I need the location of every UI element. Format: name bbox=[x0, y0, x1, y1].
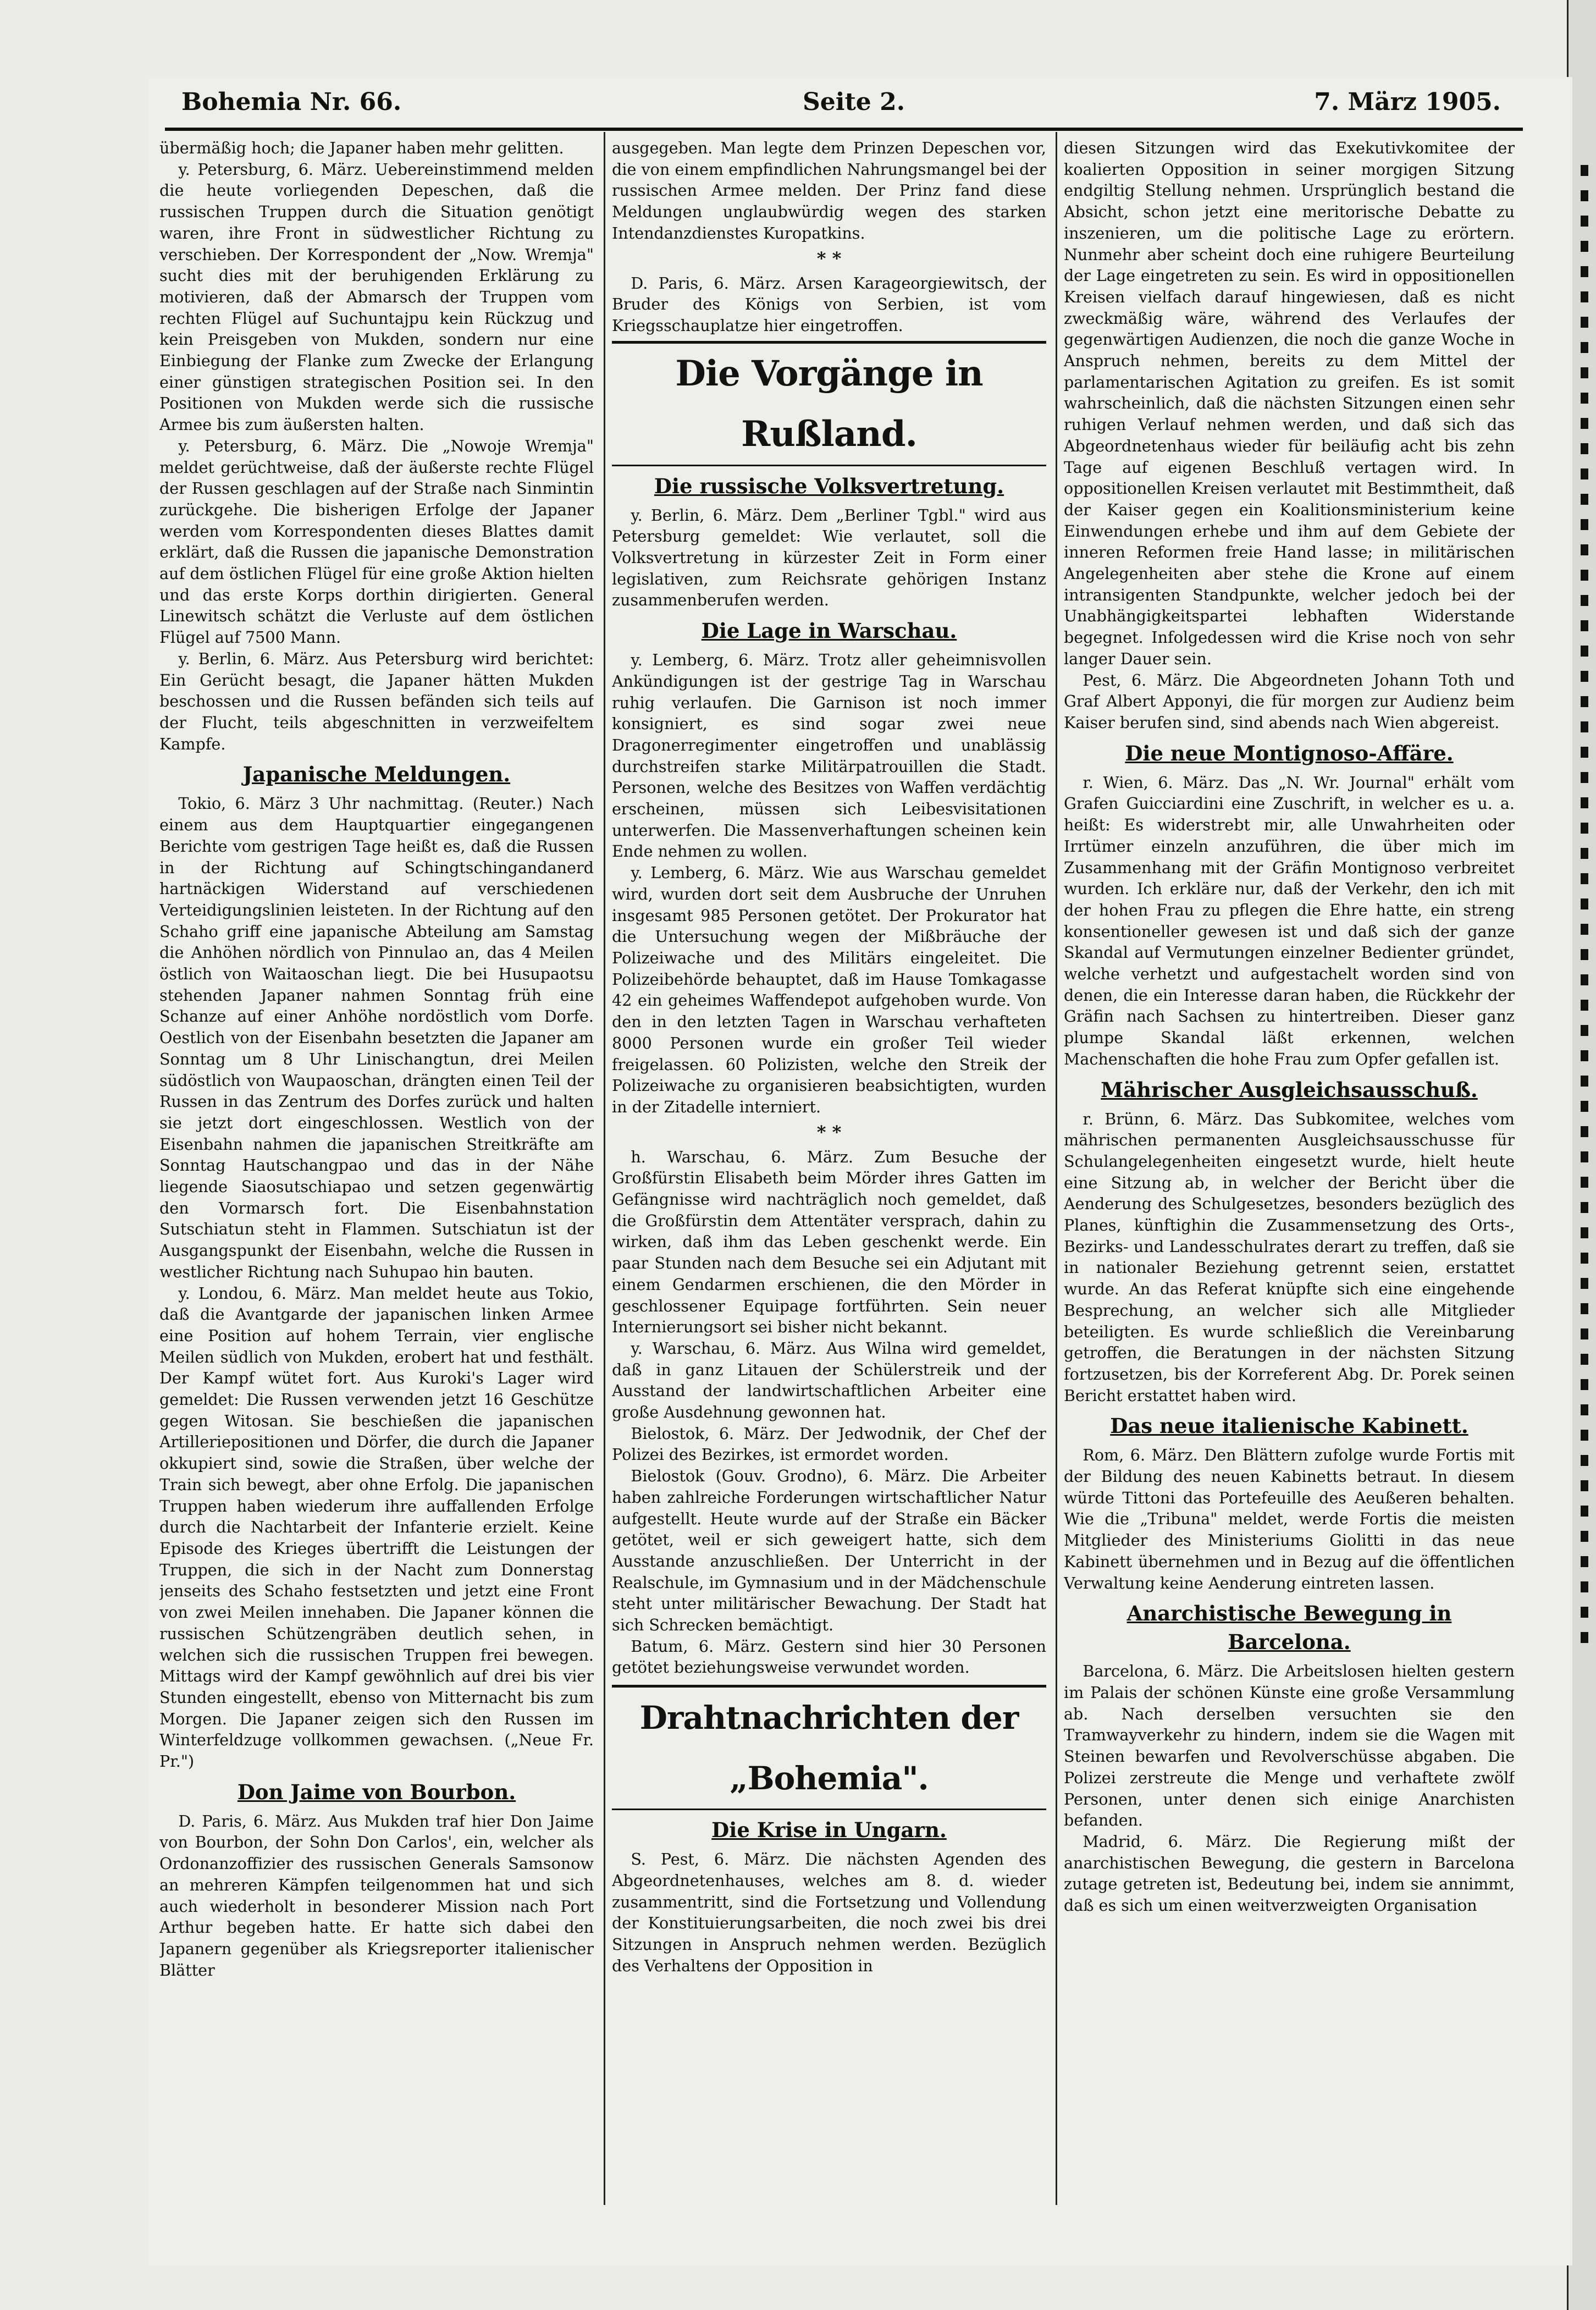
column-2 bbox=[612, 137, 1046, 2227]
article-paragraph: Bielostok (Gouv. Grodno), 6. März. Die Arbeiter haben zahlreiche Forderungen wirtschaftlicher Natur aufgestellt. Heute wurde auf der Straße ein Bäcker getötet, weil er sich geweigert hatte, sich dem Ausstande anzuschließen. Der Unterricht in der Realschule, im Gymnasium und in der Mädchenschule steht unter militärischer Bewachung. Der Stadt hat sich Schrecken bemächtigt. bbox=[612, 1467, 1046, 1635]
article-paragraph: Barcelona, 6. März. Die Arbeitslosen hielten gestern im Palais der schönen Künste eine große Versammlung ab. Nach derselben versuchten sie den Tramwayverkehr zu hindern, indem sie die Wagen mit Steinen bewarfen und Revolverschüsse abgaben. Die Polizei zerstreute die Menge und verhaftete zwölf Personen, unter denen sich einige Anarchisten befanden. bbox=[1064, 1662, 1515, 1830]
section-heading: Das neue italienische Kabinett. bbox=[1110, 1414, 1468, 1438]
article-paragraph: y. Berlin, 6. März. Aus Petersburg wird berichtet: Ein Gerücht besagt, die Japaner hätten Mukden beschossen und die Russen befänden sich teils auf der Flucht, teils abgeschnitten in verzweifeltem Kampfe. bbox=[159, 649, 594, 753]
section-heading: Japanische Meldungen. bbox=[242, 762, 511, 787]
article-paragraph: Batum, 6. März. Gestern sind hier 30 Personen getötet beziehungsweise verwundet worden. bbox=[612, 1636, 1046, 1677]
article-paragraph: ausgegeben. Man legte dem Prinzen Depeschen vor, die von einem empfindlichen Nahrungsmangel bei der russischen Armee melden. Der Prinz fand diese Meldungen unglaubwürdig wegen des starken Intendanzdienstes Kuropatkins. bbox=[612, 139, 1046, 242]
section-heading: Die neue Montignoso-Affäre. bbox=[1125, 741, 1454, 765]
section-heading: Die Krise in Ungarn. bbox=[711, 1818, 947, 1843]
article-paragraph: r. Wien, 6. März. Das „N. Wr. Journal" erhält vom Grafen Guicciardini eine Zuschrift, in welcher es u. a. heißt: Es widerstrebt mir, alle Unwahrheiten oder Irrtümer einzeln anzuführen, die über mich im Zusammenhang mit der Gräfin Montignoso verbreitet wurden. Ich erkläre nur, daß der Verkehr, den ich mit der hohen Frau zu pflegen die Ehre hatte, ein streng konsentioneller gewesen ist und daß sich der ganze Skandal auf Vermutungen einzelner Bedienter gründet, welche verhetzt und aufgestachelt worden sind von denen, die ein Interesse daran haben, die Rückkehr der Gräfin nach Sachsen zu hintertreiben. Dieser ganz plumpe Skandal läßt erkennen, welchen Machenschaften die hohe Frau zum Opfer gefallen ist. bbox=[1064, 773, 1515, 1068]
article-paragraph: y. Lemberg, 6. März. Trotz aller geheimnisvollen Ankündigungen ist der gestrige Tag in Warschau ruhig verlaufen. Die Garnison ist noch immer konsigniert, es sind sogar zwei neue Dragonerregimenter eingetroffen und unablässig durchstreifen starke Militärpatrouillen die Stadt. Personen, welche des Besitzes von Waffen verdächtig erscheinen, müssen sich Leibesvisitationen unterwerfen. Die Massenverhaftungen scheinen kein Ende nehmen zu wollen. bbox=[612, 650, 1046, 861]
newspaper-page bbox=[148, 77, 1572, 2265]
article-paragraph: Bielostok, 6. März. Der Jedwodnik, der Chef der Polizei des Bezirkes, ist ermordet worden. bbox=[612, 1424, 1046, 1464]
article-paragraph: Tokio, 6. März 3 Uhr nachmittag. (Reuter.) Nach einem aus dem Hauptquartier eingegangenen Berichte vom gestrigen Tage heißt es, daß die Russen in der Richtung auf Schingtschingandanerd hartnäckigen Widerstand auf verschiedenen Verteidigungslinien leisteten. In der Richtung auf den Schaho griff eine japanische Abteilung am Samstag die Anhöhen nördlich von Pinnulao an, das 4 Meilen östlich von Waitaoschan liegt. Die bei Husupaotsu stehenden Japaner nahmen Sonntag früh eine Schanze auf einer Anhöhe nordöstlich vom Dorfe. Oestlich von der Eisenbahn besetzten die Japaner am Sonntag um 8 Uhr Linischangtun, drei Meilen südöstlich von Waupaoschan, drängten einen Teil der Russen in das Zentrum des Dorfes zurück und halten sie jetzt dort eingeschlossen. Westlich von der Eisenbahn nahmen die japanischen Streitkräfte am Sonntag Hautschangpao und das in der Nähe liegende Siaosutschiapao und setzen gegenwärtig den Vormarsch fort. Die Eisenbahnstation Sutschiatun steht in Flammen. Sutschiatun ist der Ausgangspunkt der Eisenbahn, welche die Russen in westlicher Richtung nach Suhupao hin bauten. bbox=[159, 794, 594, 1281]
section-heading: Don Jaime von Bourbon. bbox=[237, 1779, 516, 1804]
header-page-number: Seite 2. bbox=[803, 88, 905, 116]
separator-asterisks: * * bbox=[816, 1121, 842, 1143]
article-paragraph: r. Brünn, 6. März. Das Subkomitee, welches vom mährischen permanenten Ausgleichsausschusse für Schulangelegenheiten eingesetzt wurde, hielt heute eine Sitzung ab, in welcher der Bericht über die Aenderung des Schulgesetzes, besonders bezüglich des Planes, künftighin die Zusammensetzung des Orts-, Bezirks- und Landesschulrates derart zu treffen, daß sie in nationaler Beziehung getrennt seien, erstattet wurde. An das Referat knüpfte sich eine eingehende Besprechung, an welcher sich alle Mitglieder beteiligten. Es wurde schließlich die Vereinbarung getroffen, die Beratungen in der nächsten Sitzung fortzusetzen, bis der Korreferent Abg. Dr. Porek seinen Bericht erstattet haben wird. bbox=[1064, 1109, 1515, 1405]
article-paragraph: diesen Sitzungen wird das Exekutivkomitee der koalierten Opposition in seiner morgigen Sitzung endgiltig Stellung nehmen. Ursprünglich bestand die Absicht, schon jetzt eine meritorische Debatte zu inszenieren, um die politische Lage zu erörtern. Nunmehr aber scheint doch eine ruhigere Beurteilung der Lage eingetreten zu sein. Es wird in oppositionellen Kreisen vielfach darauf hingewiesen, daß es nicht zweckmäßig wäre, während des Verlaufes der gegenwärtigen Audienzen, die noch die ganze Woche in Anspruch nehmen, bereits zu dem Mittel der parlamentarischen Agitation zu greifen. Es ist somit wahrscheinlich, daß die nächsten Sitzungen einen sehr ruhigen Verlauf nehmen werden, und daß sich das Abgeordnetenhaus wieder für beiläufig acht bis zehn Tage auf eigenen Beschluß vertagen wird. In oppositionellen Kreisen verlautet mit Bestimmtheit, daß der Kaiser gegen ein Koalitionsministerium keine Einwendungen erhebe und ihm auf dem Gebiete der inneren Reformen freie Hand lasse; in militärischen Angelegenheiten aber stehe die Krone auf einem intransigenten Standpunkte, welcher jedoch bei der Unabhängigkeitspartei lebhaften Widerstande begegnet. Infolgedessen wird die Krise noch von sehr langer Dauer sein. bbox=[1064, 139, 1515, 668]
separator-asterisks: * * bbox=[816, 247, 842, 269]
article-paragraph: Madrid, 6. März. Die Regierung mißt der anarchistischen Bewegung, die gestern in Barcelona zutage getreten ist, Bedeutung bei, indem sie annimmt, daß es sich um einen weitverzweigten Organisation bbox=[1064, 1832, 1515, 1915]
article-paragraph: y. Lemberg, 6. März. Wie aus Warschau gemeldet wird, wurden dort seit dem Ausbruche der Unruhen insgesamt 985 Personen getötet. Der Prokurator hat die Untersuchung wegen der Mißbräuche der Polizeiwache und des Militärs eingeleitet. Die Polizeibehörde behauptet, daß im Hause Tomkagasse 42 ein geheimes Waffendepot aufgehoben wurde. Von den in den letzten Tagen in Warschau verhafteten 8000 Personen wurde ein großer Teil wieder freigelassen. 60 Polizisten, welche den Streik der Polizeiwache zu organisieren beabsichtigten, wurden in der Zitadelle interniert. bbox=[612, 863, 1046, 1116]
article-paragraph: D. Paris, 6. März. Aus Mukden traf hier Don Jaime von Bourbon, der Sohn Don Carlos', ein, welcher als Ordonanzoffizier des russischen Generals Samsonow an mehreren Kämpfen teilgenommen hat und sich auch wiederholt in besonderer Mission nach Port Arthur begeben hatte. Er hatte sich dabei den Japanern gegenüber als Kriegsreporter italienischer Blätter bbox=[159, 1811, 594, 1980]
article-paragraph: D. Paris, 6. März. Arsen Karageorgiewitsch, der Bruder des Königs von Serbien, ist vom Kriegsschauplatze hier eingetroffen. bbox=[612, 273, 1046, 335]
section-heading: Die russische Volksvertretung. bbox=[654, 473, 1004, 498]
section-heading: Mährischer Ausgleichsausschuß. bbox=[1101, 1077, 1478, 1102]
column-1 bbox=[159, 137, 594, 2227]
article-paragraph: S. Pest, 6. März. Die nächsten Agenden des Abgeordnetenhauses, welches am 8. d. wieder zusammentritt, sind die Fortsetzung und Vollendung der Konstituierungsarbeiten, die noch zwei bis drei Sitzungen in Anspruch nehmen werden. Bezüglich des Verhaltens der Opposition in bbox=[612, 1850, 1046, 1975]
major-heading: Drahtnachrichten der „Bohemia". bbox=[612, 1685, 1046, 1810]
article-paragraph: y. Petersburg, 6. März. Uebereinstimmend melden die heute vorliegenden Depeschen, daß die russischen Truppen durch die Situation genötigt waren, ihre Front in südwestlicher Richtung zu verschieben. Der Korrespondent der „Now. Wremja" sucht dies mit der beruhigenden Erklärung zu motivieren, daß der Abmarsch der Truppen vom rechten Flügel auf Suchuntajpu kein Rückzug und kein Preisgeben von Mukden, sondern nur eine Einbiegung der Flanke zum Zwecke der Erlangung einer günstigen strategischen Position sei. In den Positionen von Mukden werde sich die russische Armee bis zum äußersten halten. bbox=[159, 159, 594, 434]
article-paragraph: Rom, 6. März. Den Blättern zufolge wurde Fortis mit der Bildung des neuen Kabinetts betraut. In diesem würde Tittoni das Portefeuille des Aeußeren behalten. Wie die „Tribuna" meldet, werde Fortis die meisten Mitglieder des Ministeriums Giolitti in das neue Kabinett übernehmen und in Bezug auf die öffentlichen Verwaltung keine Aenderung eintreten lassen. bbox=[1064, 1446, 1515, 1592]
column-rule bbox=[1056, 132, 1057, 2205]
section-heading: Die Lage in Warschau. bbox=[701, 619, 957, 643]
article-paragraph: y. Berlin, 6. März. Dem „Berliner Tgbl." wird aus Petersburg gemeldet: Wie verlautet, soll die Volksvertretung in kürzester Zeit in Form einer legislativen, zum Reichsrate gehörigen Instanz zusammenberufen werden. bbox=[612, 505, 1046, 610]
page-header bbox=[181, 88, 1501, 126]
header-date: 7. März 1905. bbox=[1314, 88, 1501, 116]
section-heading: Anarchistische Bewegung in Barcelona. bbox=[1126, 1601, 1452, 1655]
article-paragraph: y. Londou, 6. März. Man meldet heute aus Tokio, daß die Avantgarde der japanischen linken Armee eine Position auf hohem Terrain, vier englische Meilen südlich von Mukden, erobert hat und festhält. Der Kampf wütet fort. Aus Kuroki's Lager wird gemeldet: Die Russen verwenden jetzt 16 Geschütze gegen Witosan. Sie beschießen die japanischen Artilleriepositionen und Dörfer, die durch die Japaner okkupiert sind, sowie die Straßen, über welche der Train sich bewegt, aber ohne Erfolg. Die japanischen Truppen haben wiederum ihre auffallenden Erfolge durch die Nachtarbeit der Infanterie erzielt. Keine Episode des Krieges übertrifft die Leistungen der Truppen, die sich in der Nacht zum Donnerstag jenseits des Schaho festsetzten und jetzt eine Front von zwei Meilen innehaben. Die Japaner können die russischen Schützengräben deutlich sehen, in welchen sich die russischen Truppen frei bewegen. Mittags wird der Kampf gewöhnlich auf drei bis vier Stunden eingestellt, ebenso von Mitternacht bis zum Morgen. Die Japaner zeigen sich den Russen im Winterfeldzuge vollkommen gewachsen. („Neue Fr. Pr.") bbox=[159, 1283, 594, 1771]
article-paragraph: übermäßig hoch; die Japaner haben mehr gelitten. bbox=[159, 139, 564, 157]
header-rule bbox=[165, 128, 1523, 131]
header-publication: Bohemia Nr. 66. bbox=[181, 88, 402, 116]
article-paragraph: y. Petersburg, 6. März. Die „Nowoje Wremja" meldet gerüchtweise, daß der äußerste rechte Flügel der Russen geschlagen auf der Straße nach Sinmintin zurückgehe. Die bisherigen Erfolge der Japaner werden vom Korrespondenten dieses Blattes damit erklärt, daß die Russen die japanische Demonstration auf dem östlichen Flügel für eine große Aktion hielten und das erste Korps dorthin dirigierten. General Linewitsch schätzt die Verluste auf dem östlichen Flügel auf 7500 Mann. bbox=[159, 436, 594, 647]
article-paragraph: y. Warschau, 6. März. Aus Wilna wird gemeldet, daß in ganz Litauen der Schülerstreik und der Ausstand der landwirtschaftlichen Arbeiter eine große Ausdehnung gewonnen hat. bbox=[612, 1338, 1046, 1422]
scan-margin-marks bbox=[1581, 165, 1588, 1650]
article-paragraph: Pest, 6. März. Die Abgeordneten Johann Toth und Graf Albert Apponyi, die für morgen zur Audienz beim Kaiser berufen sind, sind abends nach Wien abgereist. bbox=[1064, 670, 1515, 732]
article-paragraph: h. Warschau, 6. März. Zum Besuche der Großfürstin Elisabeth beim Mörder ihres Gatten im Gefängnisse wird nachträglich noch gemeldet, daß die Großfürstin dem Attentäter versprach, dahin zu wirken, daß ihm das Leben geschenkt werde. Ein paar Stunden nach dem Besuche sei ein Adjutant mit einem Gendarmen erschienen, die den Mörder in geschlossener Equipage fortführten. Sein neuer Internierungsort sei bisher nicht bekannt. bbox=[612, 1147, 1046, 1337]
column-3 bbox=[1064, 137, 1515, 2227]
major-heading: Die Vorgänge in Rußland. bbox=[612, 341, 1046, 466]
column-rule bbox=[604, 132, 605, 2205]
